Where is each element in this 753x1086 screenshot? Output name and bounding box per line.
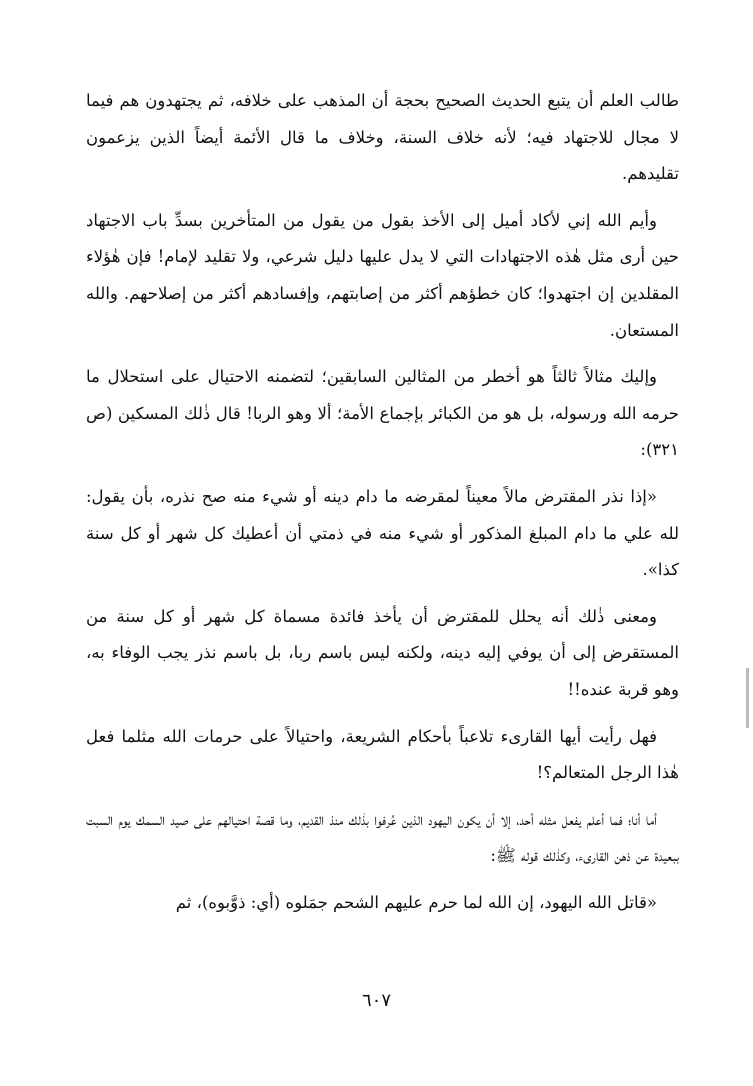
body-text [86,83,679,931]
paragraph: أما أنا؛ فما أعلم يفعل مثله أحد، إلا أن يكون اليهود الذين عُرفوا بذٰلك منذ القديم، وما قصة احتيالهم على صيد السمك يوم السبت ببعيدة عن ذهن القارىء، وكذٰلك قوله ﷺ: [86,809,679,866]
page-number: ٦٠٧ [361,990,391,1011]
paragraph: فهل رأيت أيها القارىء تلاعباً بأحكام الشريعة، واحتيالاً على حرمات الله مثلما فعل هٰذا الرجل المتعالم؟! [86,726,679,783]
paragraph: ومعنى ذٰلك أنه يحلل للمقترض أن يأخذ فائدة مسماة كل شهر أو كل سنة من المستقرض إلى أن يوفي إليه دينه، ولكنه ليس باسم ربا، بل باسم نذر يجب الوفاء به، وهو قربة عنده!! [86,606,679,699]
scan-edge-mark [746,668,749,728]
quote-paragraph: «إذا نذر المقترض مالاً معيناً لمقرضه ما دام دينه أو شيء منه صح نذره، بأن يقول: لله علي ما دام المبلغ المذكور أو شيء منه في ذمتي أن أعطيك كل شهر أو كل سنة كذا». [86,486,679,580]
paragraph: وإليك مثالاً ثالثاً هو أخطر من المثالين السابقين؛ لتضمنه الاحتيال على استحلال ما حرمه الله ورسوله، بل هو من الكبائر بإجماع الأمة؛ ألا وهو الربا! قال ذٰلك المسكين (ص ٣٢١): [86,367,679,460]
paragraph: وأيم الله إني لأكاد أميل إلى الأخذ بقول من يقول من المتأخرين بسدِّ باب الاجتهاد حين أرى مثل هٰذه الاجتهادات التي لا يدل عليها دليل شرعي، ولا تقليد لإمام! فإن هٰؤلاء المقلدين إن اجتهدوا؛ كان خطؤهم أكثر من إصابتهم، وإفسادهم أكثر من إصلاحهم. والله المستعان. [86,210,679,340]
quote-paragraph: «قاتل الله اليهود، إن الله لما حرم عليهم الشحم جمَلوه (أي: ذوَّبوه)، ثم [175,892,657,912]
paragraph: طالب العلم أن يتبع الحديث الصحيح بحجة أن المذهب على خلافه، ثم يجتهدون هم فيما لا مجال للاجتهاد فيه؛ لأنه خلاف السنة، وخلاف ما قال الأئمة أيضاً الذين يزعمون تقليدهم. [86,91,679,184]
